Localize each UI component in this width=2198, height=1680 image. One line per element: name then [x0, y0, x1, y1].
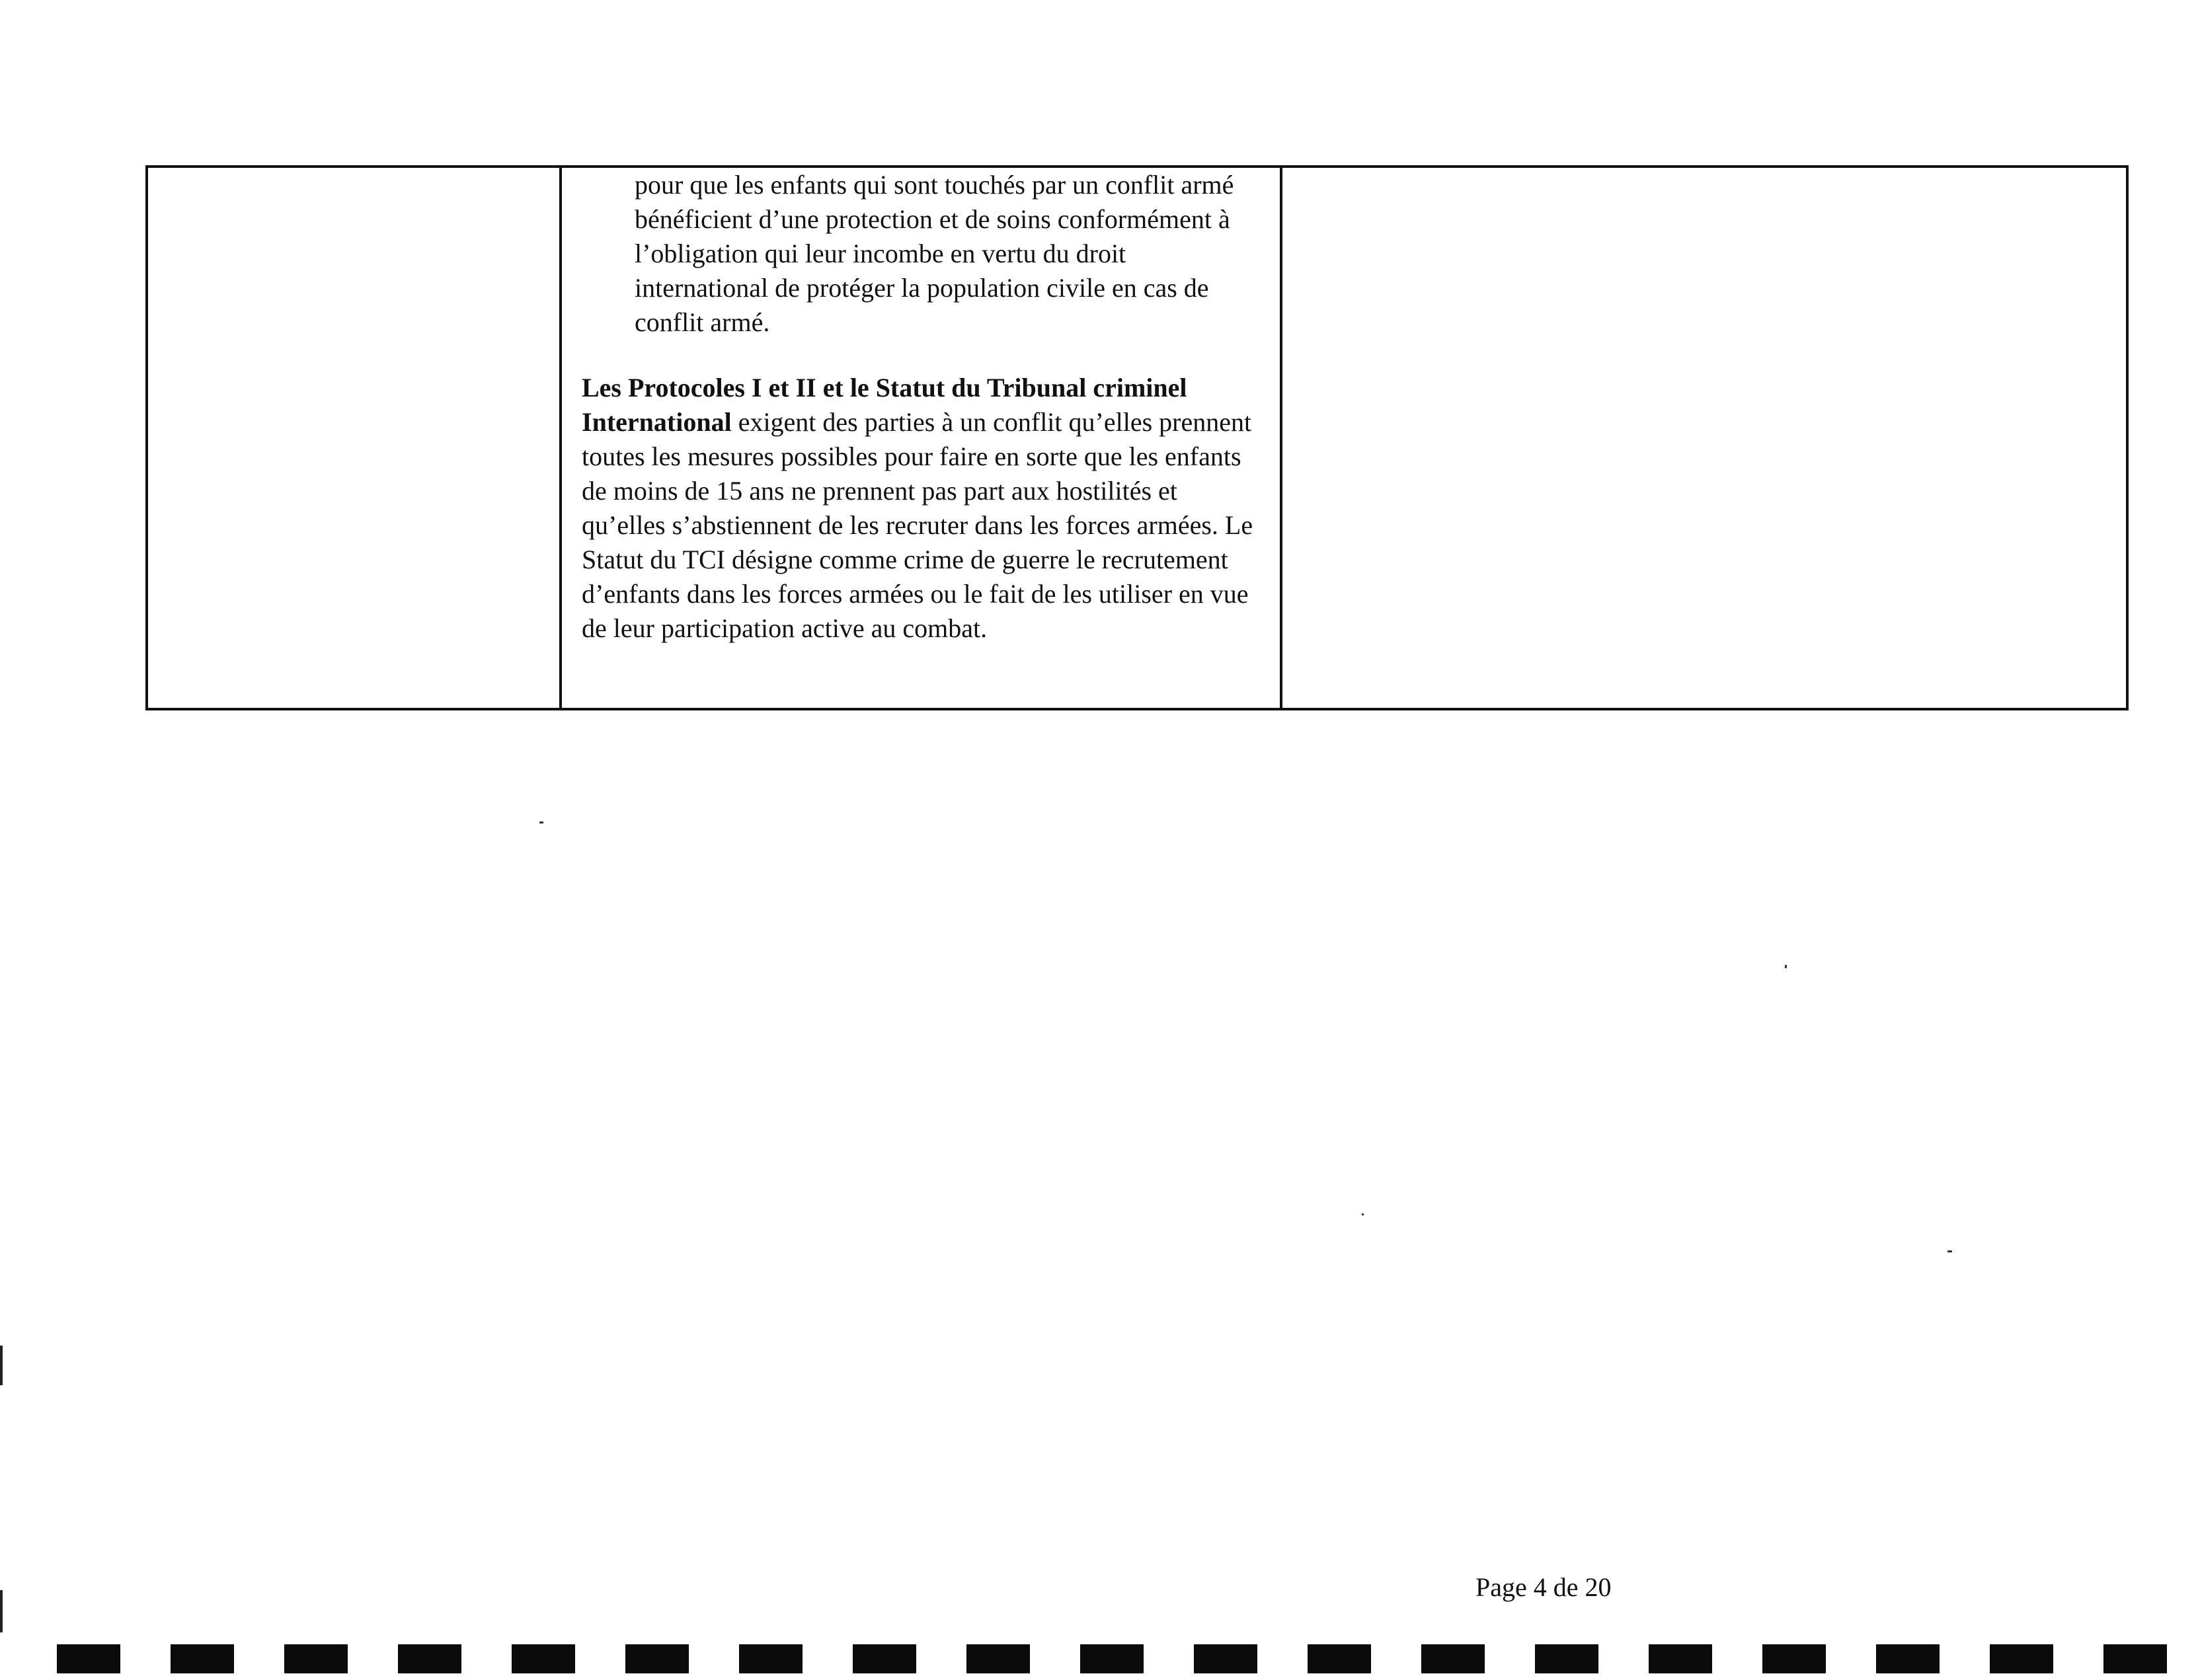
protocols-paragraph-body: exigent des parties à un conflit qu’elles prennent toutes les mesures possibles pour faire en sorte que les enfants de moins de 15 ans ne prennent pas part aux hostilités et qu’elles s’abstiennent de les recruter dans les forces armées. Le Statut du TCI désigne comme crime de guerre le recrutement d’enfants dans les forces armées ou le fait de les utiliser en vue de leur participation active au combat.: [582, 407, 1253, 643]
scan-speck: [1362, 1213, 1364, 1215]
timing-mark: [1080, 1644, 1144, 1673]
document-table: [145, 165, 2129, 710]
timing-mark: [512, 1644, 575, 1673]
page-number: Page 4 de 20: [1475, 1572, 1612, 1602]
timing-mark: [966, 1644, 1030, 1673]
timing-mark: [1762, 1644, 1826, 1673]
left-edge-mark: [0, 1346, 3, 1385]
continued-paragraph: pour que les enfants qui sont touchés par un conflit armé bénéficient d’une protection et de soins conformément à l’obligation qui leur incombe en vertu du droit international de protéger la population civile en cas de conflit armé.: [635, 170, 1234, 337]
scan-speck: [539, 821, 543, 823]
timing-mark: [1649, 1644, 1712, 1673]
timing-mark: [1876, 1644, 1940, 1673]
timing-mark: [171, 1644, 234, 1673]
timing-mark: [1308, 1644, 1371, 1673]
timing-mark: [853, 1644, 916, 1673]
timing-mark: [57, 1644, 120, 1673]
scan-speck: [1785, 965, 1787, 968]
timing-mark: [625, 1644, 689, 1673]
table-cell-right: [1282, 168, 2126, 708]
left-edge-mark: [0, 1590, 3, 1632]
table-cell-middle: [562, 168, 1282, 708]
timing-mark: [398, 1644, 461, 1673]
timing-mark: [2103, 1644, 2167, 1673]
timing-mark-strip: [0, 1644, 2198, 1677]
timing-mark: [739, 1644, 803, 1673]
timing-mark: [1990, 1644, 2053, 1673]
protocols-paragraph: [582, 371, 1263, 646]
timing-mark: [1194, 1644, 1257, 1673]
timing-mark: [1421, 1644, 1485, 1673]
scan-speck: [1947, 1250, 1952, 1252]
timing-mark: [284, 1644, 348, 1673]
timing-mark: [1535, 1644, 1598, 1673]
table-cell-left: [148, 168, 562, 708]
protocols-paragraph-bold-lead: Les Protocoles I et II et le Statut du Tribunal criminel International: [582, 373, 1187, 437]
